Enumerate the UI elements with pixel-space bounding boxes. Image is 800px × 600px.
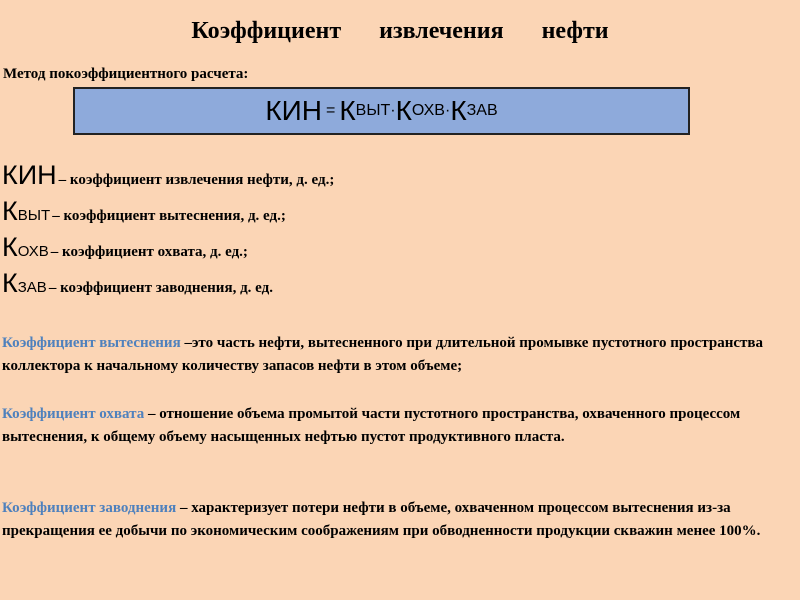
definition-symbol: КВЫТ xyxy=(2,196,51,226)
formula-k1: К xyxy=(339,95,356,126)
definitions-list xyxy=(2,160,334,304)
title-word-3: нефти xyxy=(541,18,609,44)
formula-k3-sub: ЗАВ xyxy=(466,102,498,119)
definition-item xyxy=(2,196,334,232)
text-flooding: – характеризует потери нефти в объеме, охваченном процессом вытеснения из-за прекращения ее добычи по экономическим соображениям при обводненности продукции скважин менее 100%. xyxy=(2,500,761,539)
formula-k2-sub: ОХВ xyxy=(411,102,445,119)
title-word-1: Коэффициент xyxy=(191,18,342,44)
page-title xyxy=(0,18,800,45)
definition-symbol: КЗАВ xyxy=(2,268,47,298)
definition-symbol: КОХВ xyxy=(2,232,49,262)
definition-item xyxy=(2,160,334,196)
formula-equals: = xyxy=(326,102,336,119)
definition-text: – коэффициент извлечения нефти, д. ед.; xyxy=(58,172,335,188)
formula-dot-2: · xyxy=(444,102,451,119)
definition-item xyxy=(2,268,334,304)
term-flooding: Коэффициент заводнения xyxy=(2,500,177,516)
definition-symbol: КИН xyxy=(2,160,57,190)
term-coverage: Коэффициент охвата xyxy=(2,406,145,422)
definition-text: – коэффициент заводнения, д. ед. xyxy=(48,280,273,296)
title-word-2: извлечения xyxy=(379,18,504,44)
text-displacement: –это часть нефти, вытесненного при длительной промывке пустотного пространства коллектора к начальному количеству запасов нефти в этом объеме; xyxy=(2,335,764,374)
formula-lhs: КИН xyxy=(265,95,322,126)
paragraph-coverage xyxy=(2,403,800,449)
definition-item xyxy=(2,232,334,268)
formula-k3: К xyxy=(450,95,467,126)
formula-k2: К xyxy=(395,95,412,126)
definition-text: – коэффициент вытеснения, д. ед.; xyxy=(52,208,286,224)
text-coverage: – отношение объема промытой части пустотного пространства, охваченного процессом вытеснения, к общему объему насыщенных нефтью пустот продуктивного пласта. xyxy=(2,406,741,445)
term-displacement: Коэффициент вытеснения xyxy=(2,335,181,351)
formula-box xyxy=(73,87,690,135)
method-label: Метод покоэффициентного расчета: xyxy=(3,66,249,82)
formula-k1-sub: ВЫТ xyxy=(355,102,391,119)
paragraph-flooding xyxy=(2,497,800,543)
paragraph-displacement xyxy=(2,332,800,378)
definition-text: – коэффициент охвата, д. ед.; xyxy=(50,244,248,260)
formula-dot-1: · xyxy=(390,102,396,119)
